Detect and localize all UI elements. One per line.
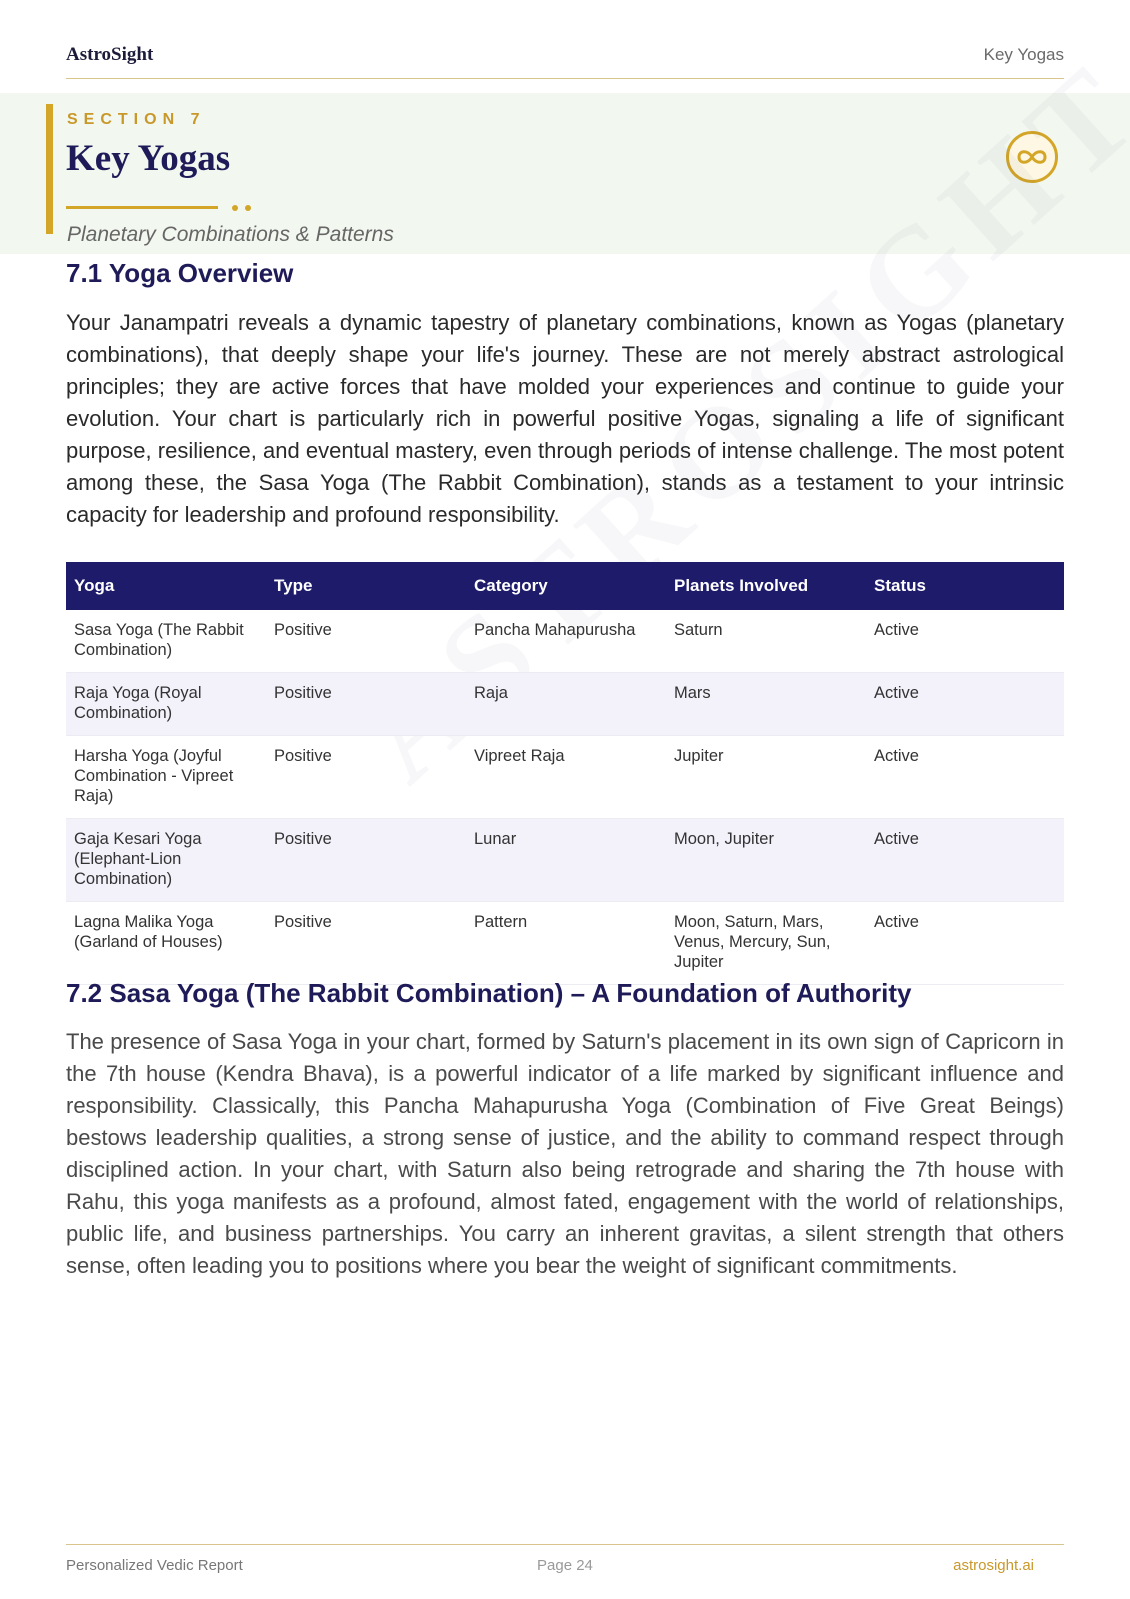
table-row	[66, 673, 1064, 736]
column-header: Planets Involved	[666, 562, 866, 610]
status-cell: Active	[866, 610, 1064, 673]
table-row	[66, 610, 1064, 673]
decorative-dot	[245, 205, 251, 211]
overview-heading: 7.1 Yoga Overview	[66, 258, 294, 288]
category-cell: Pattern	[466, 902, 666, 985]
overview-paragraph: Your Janampatri reveals a dynamic tapestry of planetary combinations, known as Yogas (planetary combinations), that deeply shape your life's journey. These are not merely abstract astrological principles; they are active forces that have molded your experiences and continue to guide your evolution. Your chart is particularly rich in powerful positive Yogas, signaling a life of significant purpose, resilience, and eventual mastery, even through periods of intense challenge. The most potent among these, the Sasa Yoga (The Rabbit Combination), stands as a testament to your intrinsic capacity for leadership and profound responsibility.	[66, 310, 1064, 527]
sasa-heading: 7.2 Sasa Yoga (The Rabbit Combination) – A Foundation of Authority	[66, 978, 912, 1008]
section-label: SECTION 7	[67, 111, 206, 128]
category-cell: Vipreet Raja	[466, 736, 666, 819]
type-cell: Positive	[266, 610, 466, 673]
type-cell: Positive	[266, 902, 466, 985]
status-cell: Active	[866, 819, 1064, 902]
header-section-name: Key Yogas	[983, 45, 1064, 64]
yoga-name-cell: Lagna Malika Yoga (Garland of Houses)	[66, 902, 266, 985]
yoga-table	[66, 562, 1064, 985]
status-cell: Active	[866, 902, 1064, 985]
planets-cell: Jupiter	[666, 736, 866, 819]
page-footer	[66, 1544, 1064, 1575]
page-header	[66, 40, 1064, 79]
footer-report-name: Personalized Vedic Report	[66, 1557, 243, 1574]
status-cell: Active	[866, 673, 1064, 736]
yoga-name-cell: Raja Yoga (Royal Combination)	[66, 673, 266, 736]
type-cell: Positive	[266, 673, 466, 736]
yoga-name-cell: Sasa Yoga (The Rabbit Combination)	[66, 610, 266, 673]
planets-cell: Mars	[666, 673, 866, 736]
yoga-name-cell: Harsha Yoga (Joyful Combination - Vipreet Raja)	[66, 736, 266, 819]
table-row	[66, 819, 1064, 902]
decorative-dot	[232, 205, 238, 211]
planets-cell: Saturn	[666, 610, 866, 673]
title-underline	[66, 206, 218, 209]
status-cell: Active	[866, 736, 1064, 819]
column-header: Status	[866, 562, 1064, 610]
footer-site-link[interactable]: astrosight.ai	[953, 1557, 1034, 1574]
table-header-row	[66, 562, 1064, 610]
page-number: Page 24	[537, 1557, 593, 1574]
brand-name: AstroSight	[66, 44, 154, 65]
page-title: Key Yogas	[66, 138, 231, 179]
sasa-paragraph: The presence of Sasa Yoga in your chart, formed by Saturn's placement in its own sign of Capricorn in the 7th house (Kendra Bhava), is a powerful indicator of a life marked by significant influence and responsibility. Classically, this Pancha Mahapurusha Yoga (Combination of Five Great Beings) bestows leadership qualities, a strong sense of justice, and the ability to command respect through disciplined action. In your chart, with Saturn also being retrograde and sharing the 7th house with Rahu, this yoga manifests as a profound, almost fated, engagement with the world of relationships, public life, and business partnerships. You carry an inherent gravitas, a silent strength that others sense, often leading you to positions where you bear the weight of significant commitments.	[66, 1029, 1064, 1278]
section-subtitle: Planetary Combinations & Patterns	[67, 223, 394, 246]
category-cell: Lunar	[466, 819, 666, 902]
planets-cell: Moon, Saturn, Mars, Venus, Mercury, Sun, Jupiter	[666, 902, 866, 985]
table-row	[66, 736, 1064, 819]
planets-cell: Moon, Jupiter	[666, 819, 866, 902]
column-header: Category	[466, 562, 666, 610]
category-cell: Pancha Mahapurusha	[466, 610, 666, 673]
table-row	[66, 902, 1064, 985]
yoga-name-cell: Gaja Kesari Yoga (Elephant-Lion Combination)	[66, 819, 266, 902]
type-cell: Positive	[266, 819, 466, 902]
type-cell: Positive	[266, 736, 466, 819]
column-header: Type	[266, 562, 466, 610]
accent-bar	[46, 104, 53, 234]
category-cell: Raja	[466, 673, 666, 736]
column-header: Yoga	[66, 562, 266, 610]
